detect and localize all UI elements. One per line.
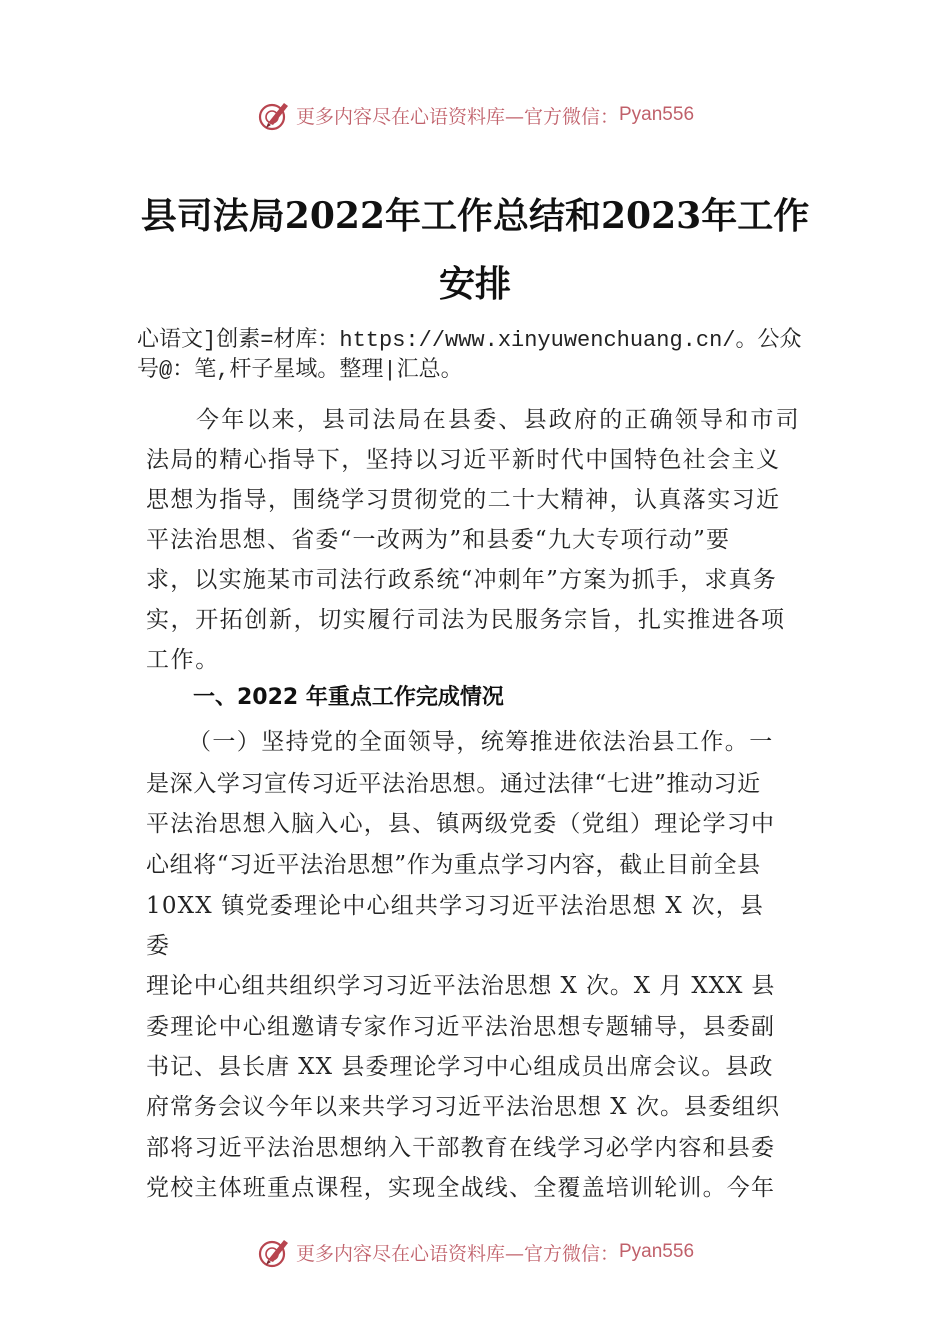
paragraph-line: 书记、县长唐 XX 县委理论学习中心组成员出席会议。县政	[146, 1054, 774, 1080]
document-title-line-2: 安排	[438, 263, 511, 305]
paragraph-line: 平法治思想入脑入心，县、镇两级党委（党组）理论学习中	[146, 811, 776, 837]
paragraph-line: 今年以来，县司法局在县委、县政府的正确领导和市司	[196, 407, 801, 433]
document-title-line-1: 县司法局2022年工作总结和2023年工作	[140, 195, 810, 237]
paragraph-line: 党校主体班重点课程，实现全战线、全覆盖培训轮训。今年	[146, 1175, 776, 1201]
paragraph-line: 思想为指导，围绕学习贯彻党的二十大精神，认真落实习近	[146, 487, 781, 513]
paragraph-line: 10XX 镇党委理论中心组共学习习近平法治思想 X 次，县	[146, 893, 765, 919]
paragraph-line: 法局的精心指导下，坚持以习近平新时代中国特色社会主义	[146, 447, 781, 473]
paragraph-line: 府常务会议今年以来共学习习近平法治思想 X 次。县委组织	[146, 1094, 780, 1120]
watermark-banner-bottom	[0, 1232, 950, 1272]
paragraph-line: 求，以实施某市司法行政系统“冲刺年”方案为抓手，求真务	[146, 567, 777, 593]
paragraph-line: 是深入学习宣传习近平法治思想。通过法律“七进”推动习近	[146, 771, 761, 797]
paragraph-line: （一）坚持党的全面领导，统筹推进依法治县工作。一	[188, 729, 774, 755]
pen-logo-icon	[256, 97, 292, 133]
source-note-line-1: 心语文]创素=材库：https://www.xinyuwenchuang.cn/。公众	[137, 328, 802, 353]
paragraph-line: 委理论中心组邀请专家作习近平法治思想专题辅导，县委副	[146, 1014, 776, 1040]
paragraph-line: 部将习近平法治思想纳入干部教育在线学习必学内容和县委	[146, 1135, 776, 1161]
watermark-text: 更多内容尽在心语资料库—官方微信：	[295, 1242, 619, 1265]
paragraph-line: 委	[146, 933, 169, 959]
section-heading: 一、2022 年重点工作完成情况	[193, 685, 504, 710]
watermark-banner-top	[0, 95, 950, 135]
watermark-wechat-id: Pyan556	[619, 104, 695, 125]
source-note-line-2: 号@：笔,杆子星域。整理|汇总。	[137, 358, 463, 383]
watermark-text: 更多内容尽在心语资料库—官方微信：	[295, 105, 619, 128]
watermark-wechat-id: Pyan556	[619, 1241, 695, 1262]
paragraph-line: 理论中心组共组织学习习近平法治思想 X 次。X 月 XXX 县	[146, 973, 776, 999]
paragraph-line: 平法治思想、省委“一改两为”和县委“九大专项行动”要	[146, 527, 731, 553]
paragraph-line: 工作。	[146, 647, 220, 673]
pen-logo-icon	[256, 1234, 292, 1270]
paragraph-line: 实，开拓创新，切实履行司法为民服务宗旨，扎实推进各项	[146, 607, 786, 633]
paragraph-line: 心组将“习近平法治思想”作为重点学习内容，截止目前全县	[146, 852, 761, 878]
